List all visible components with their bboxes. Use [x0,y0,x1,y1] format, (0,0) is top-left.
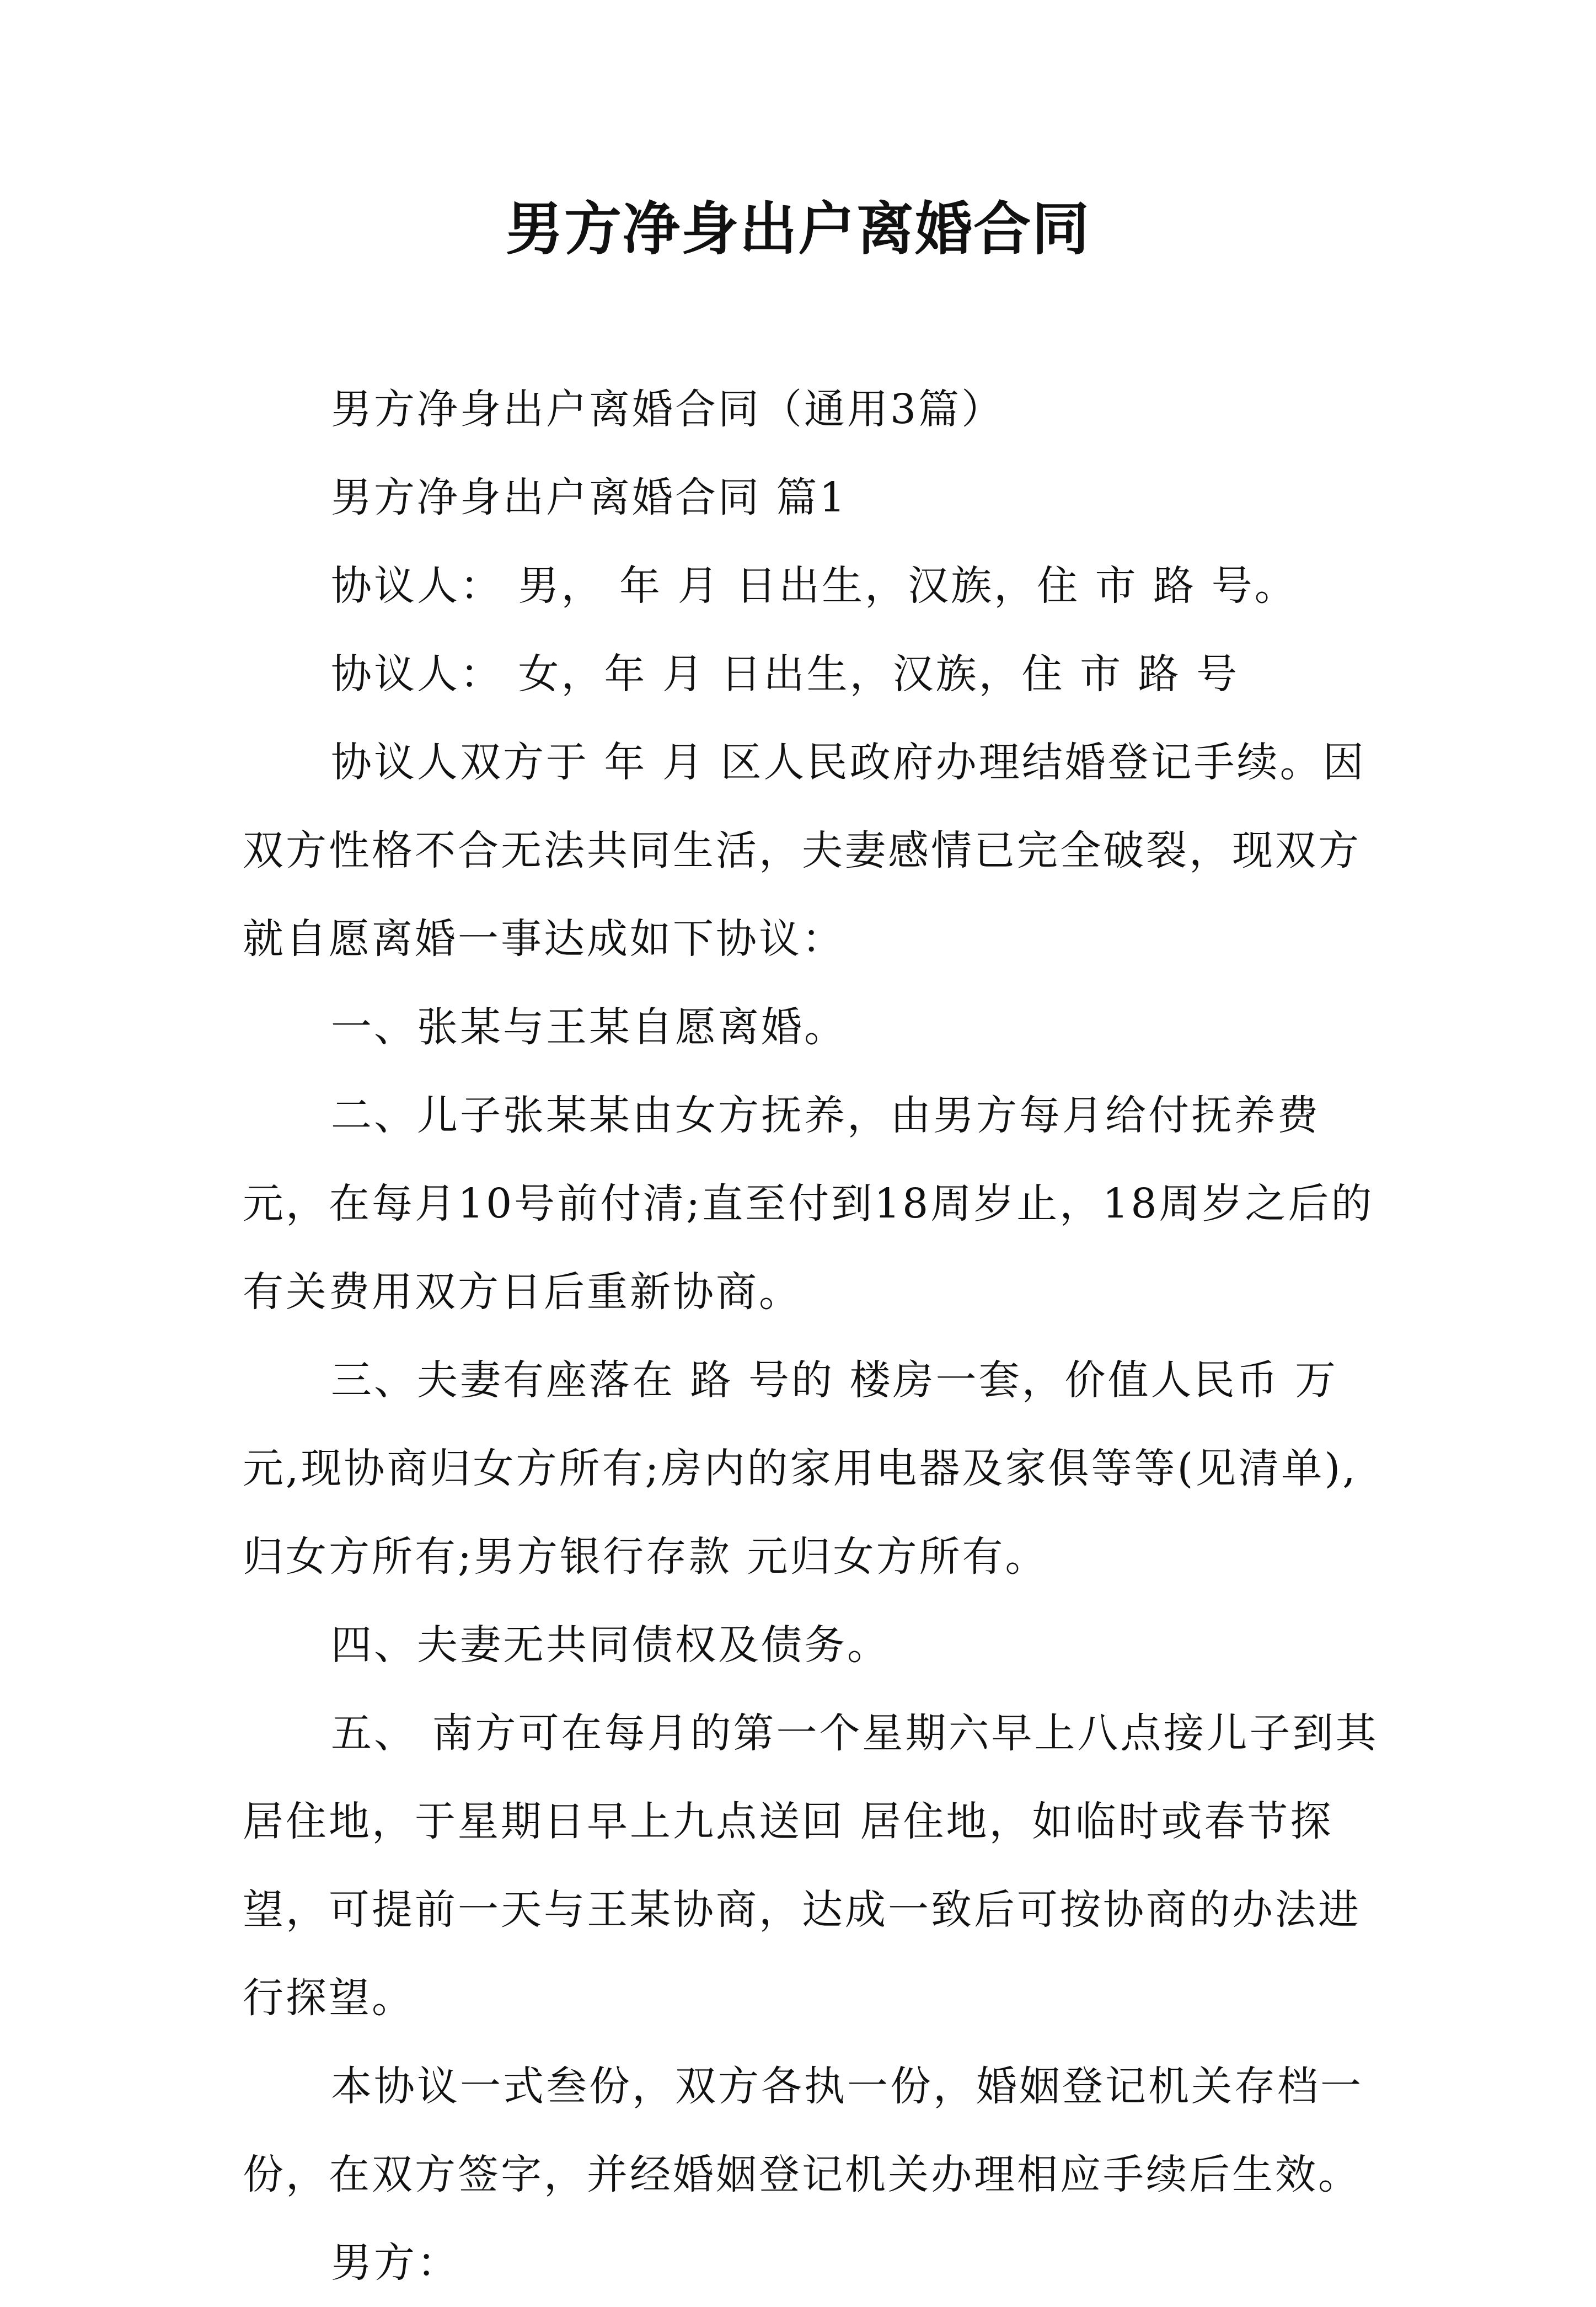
paragraph-party-female: 协议人： 女，年 月 日出生，汉族，住 市 路 号 [331,650,1240,698]
paragraph-clause-4: 四、夫妻无共同债权及债务。 [331,1621,890,1669]
paragraph-party-male: 协议人： 男， 年 月 日出生，汉族，住 市 路 号。 [331,562,1298,610]
paragraph-clause-3: 三、夫妻有座落在 路 号的 楼房一套，价值人民币 万元,现协商归女方所有;房内的家用电器及家俱等等(见清单),归女方所有;男方银行存款 元归女方所有。 [243,1357,1358,1580]
paragraph-effectiveness: 本协议一式叁份，双方各执一份，婚姻登记机关存档一份，在双方签字，并经婚姻登记机关办理相应手续后生效。 [243,2063,1363,2198]
paragraph-clause-1: 一、张某与王某自愿离婚。 [331,1003,847,1051]
document-body [243,365,1379,2307]
document-title: 男方净身出户离婚合同 [505,195,1090,263]
paragraph-section-heading: 男方净身出户离婚合同 篇1 [331,474,848,521]
paragraph-clause-2: 二、儿子张某某由女方抚养，由男方每月给付抚养费 元，在每月10号前付清;直至付到18周岁止，18周岁之后的有关费用双方日后重新协商。 [243,1092,1374,1316]
paragraph-preamble: 协议人双方于 年 月 区人民政府办理结婚登记手续。因双方性格不合无法共同生活，夫妻感情已完全破裂，现双方就自愿离婚一事达成如下协议： [243,739,1366,963]
paragraph-signature-male: 男方： [331,2239,460,2287]
paragraph-clause-5: 五、 南方可在每月的第一个星期六早上八点接儿子到其居住地，于星期日早上九点送回 居住地，如临时或春节探望，可提前一天与王某协商，达成一致后可按协商的办法进行探望。 [243,1710,1379,2022]
paragraph-subtitle: 男方净身出户离婚合同（通用3篇） [331,386,1005,433]
